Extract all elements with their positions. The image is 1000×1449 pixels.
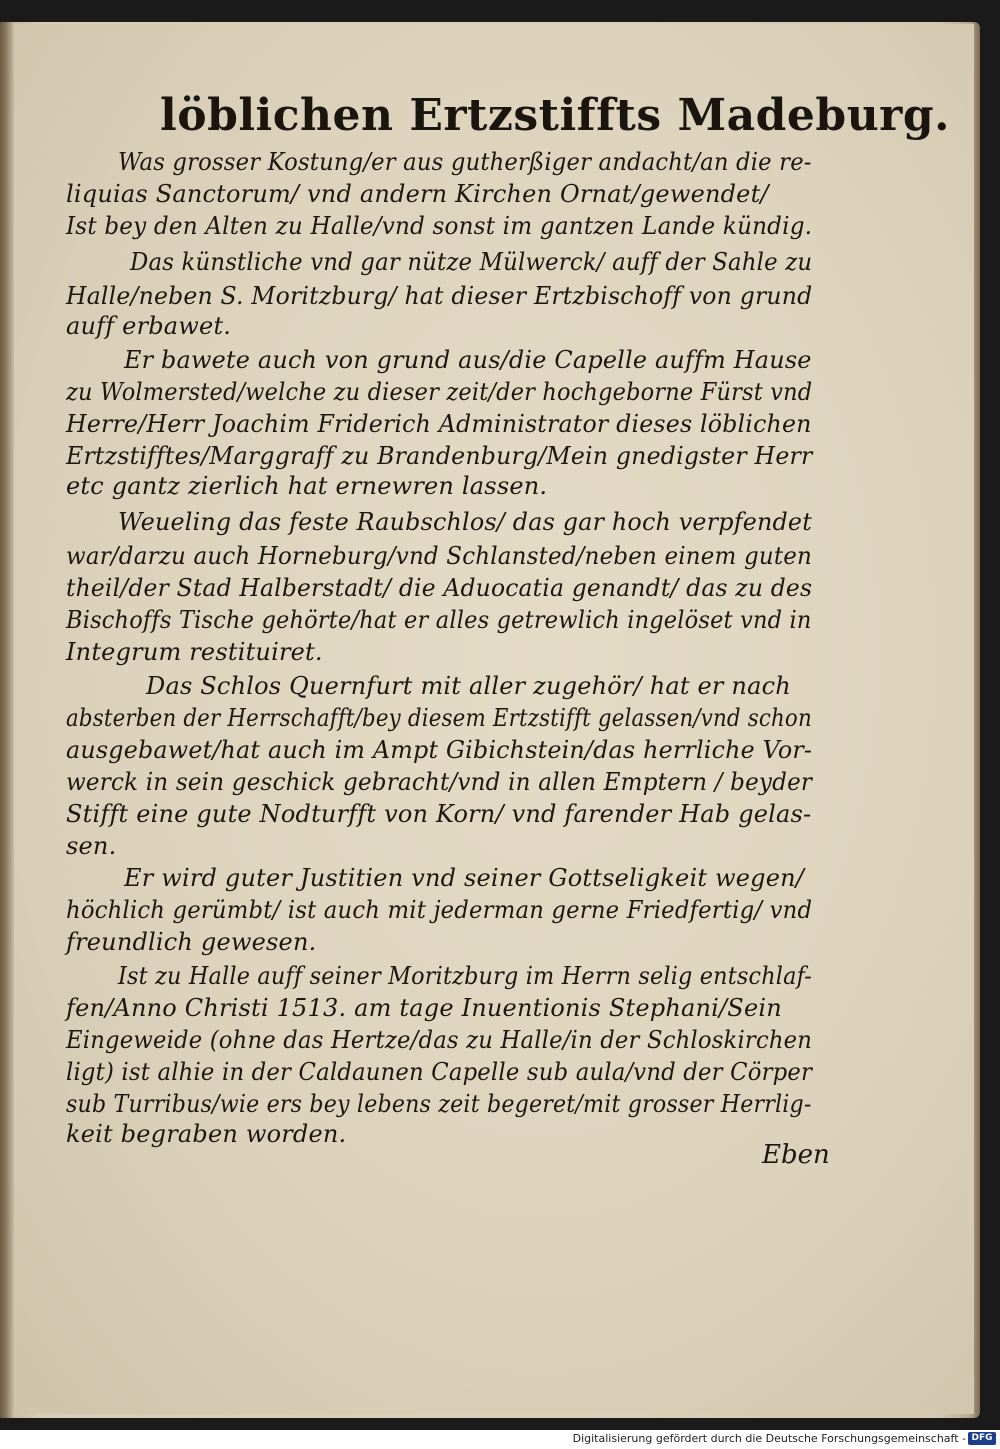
text-line: werck in sein geschick gebracht/vnd in allen Emptern / beyder <box>66 768 813 796</box>
text-line: Ertzstifftes/Marggraff zu Brandenburg/Mein gnedigster Herr <box>66 442 813 470</box>
text-line: Integrum restituiret. <box>66 638 323 666</box>
text-line: Eingeweide (ohne das Hertze/das zu Halle/in der Schloskirchen <box>66 1026 813 1054</box>
text-line: keit begraben worden. <box>66 1120 347 1148</box>
page-heading: löblichen Ertzstiffts Madeburg. <box>160 90 950 141</box>
text-line: Was grosser Kostung/er aus gutherßiger andacht/an die re- <box>118 148 812 176</box>
text-line: etc gantz zierlich hat ernewren lassen. <box>66 472 548 500</box>
text-line: liquias Sanctorum/ vnd andern Kirchen Ornat/gewendet/ <box>66 180 769 208</box>
text-line: Das Schlos Quernfurt mit aller zugehör/ hat er nach <box>146 672 791 700</box>
text-line: höchlich gerümbt/ ist auch mit jederman gerne Friedfertig/ vnd <box>66 896 813 924</box>
text-line: freundlich gewesen. <box>66 928 317 956</box>
text-line: Er wird guter Justitien vnd seiner Gottseligkeit wegen/ <box>124 864 805 892</box>
text-line: Das künstliche vnd gar nütze Mülwerck/ auff der Sahle zu <box>130 248 813 276</box>
text-line: theil/der Stad Halberstadt/ die Aduocatia genandt/ das zu des <box>66 574 813 602</box>
text-line: fen/Anno Christi 1513. am tage Inuentionis Stephani/Sein <box>66 994 782 1022</box>
text-line: sub Turribus/wie ers bey lebens zeit begeret/mit grosser Herrlig- <box>66 1090 812 1118</box>
text-line: sen. <box>66 832 117 860</box>
text-line: ligt) ist alhie in der Caldaunen Capelle sub aula/vnd der Cörper <box>66 1058 813 1086</box>
text-line: Halle/neben S. Moritzburg/ hat dieser Ertzbischoff von grund <box>66 282 813 310</box>
text-line: Ist zu Halle auff seiner Moritzburg im Herrn selig entschlaf- <box>118 962 813 990</box>
text-line: Bischoffs Tische gehörte/hat er alles getrewlich ingelöset vnd in <box>66 606 812 634</box>
text-line: Herre/Herr Joachim Friderich Administrator dieses löblichen <box>66 410 812 438</box>
text-line: Ist bey den Alten zu Halle/vnd sonst im gantzen Lande kündig. <box>66 212 813 240</box>
text-line: Er bawete auch von grund aus/die Capelle auffm Hause <box>124 346 812 374</box>
dfg-logo-icon: DFG <box>968 1432 996 1445</box>
text-line: auff erbawet. <box>66 312 232 340</box>
footer-credit: Digitalisierung gefördert durch die Deutsche Forschungsgemeinschaft - <box>572 1432 966 1445</box>
text-line: Weueling das feste Raubschlos/ das gar hoch verpfendet <box>118 508 812 536</box>
text-line: ausgebawet/hat auch im Ampt Gibichstein/das herrliche Vor- <box>66 736 813 764</box>
text-line: zu Wolmersted/welche zu dieser zeit/der hochgeborne Fürst vnd <box>66 378 813 406</box>
text-line: Stifft eine gute Nodturfft von Korn/ vnd farender Hab gelas- <box>66 800 812 828</box>
catchword: Eben <box>762 1140 830 1170</box>
text-line: war/darzu auch Horneburg/vnd Schlansted/neben einem guten <box>66 542 812 570</box>
text-line: absterben der Herrschafft/bey diesem Ertzstifft gelassen/vnd schon <box>66 704 812 732</box>
